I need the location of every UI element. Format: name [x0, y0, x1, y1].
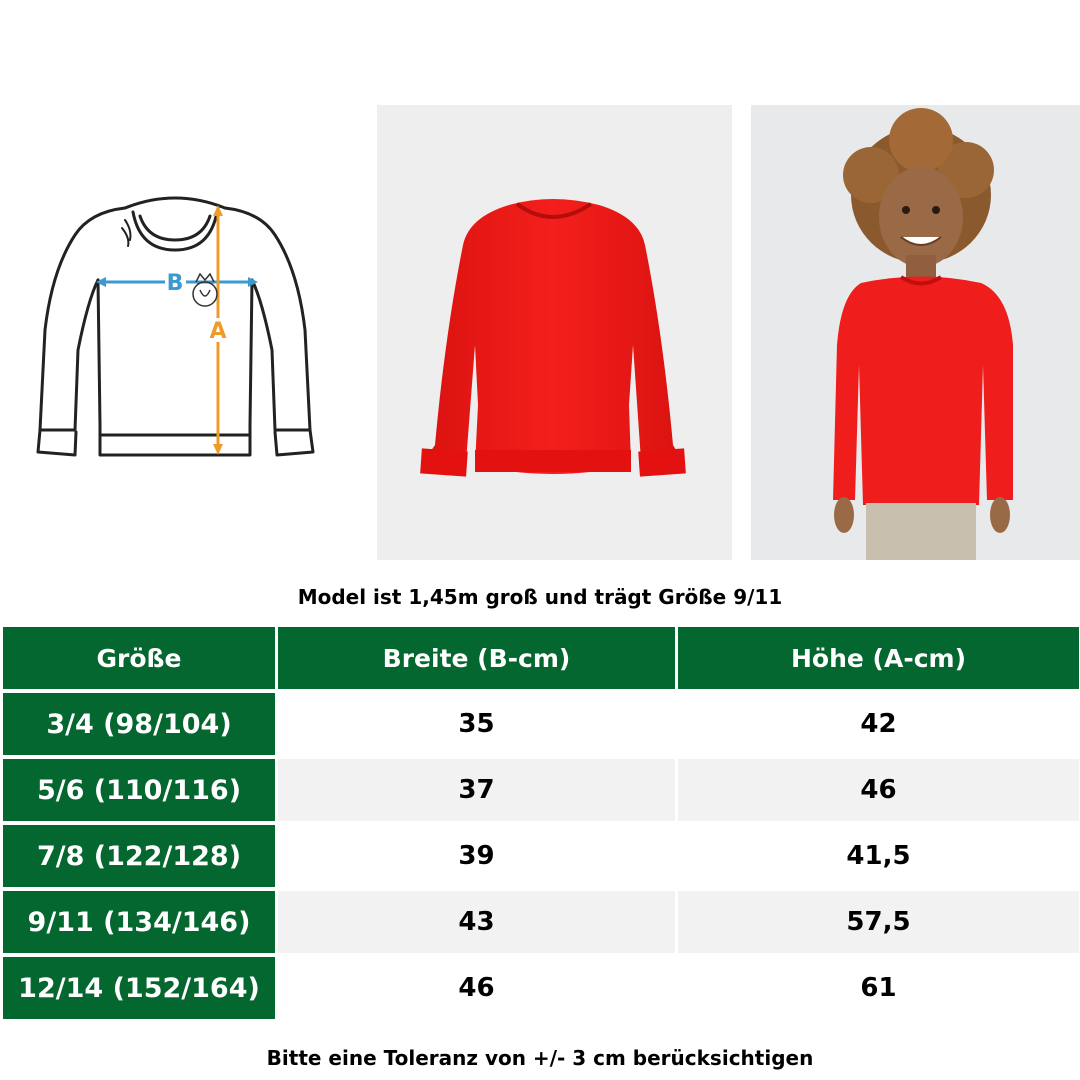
width-cell: 46: [278, 957, 678, 1023]
size-table: [3, 627, 1079, 1023]
table-row: [3, 759, 1079, 825]
size-cell: 9/11 (134/146): [3, 891, 278, 957]
height-cell: 41,5: [678, 825, 1079, 891]
measurement-diagram: [30, 190, 325, 470]
tolerance-note: Bitte eine Toleranz von +/- 3 cm berücksichtigen: [266, 1046, 814, 1070]
height-cell: 57,5: [678, 891, 1079, 957]
table-row: [3, 825, 1079, 891]
size-cell: 5/6 (110/116): [3, 759, 278, 825]
size-cell: 12/14 (152/164): [3, 957, 278, 1023]
size-cell: 3/4 (98/104): [3, 693, 278, 759]
height-cell: 46: [678, 759, 1079, 825]
header-size: Größe: [3, 627, 278, 693]
size-cell: 7/8 (122/128): [3, 825, 278, 891]
table-row: [3, 693, 1079, 759]
width-cell: 39: [278, 825, 678, 891]
width-cell: 37: [278, 759, 678, 825]
diagram-label-b: B: [166, 271, 184, 296]
table-row: [3, 891, 1079, 957]
width-cell: 35: [278, 693, 678, 759]
child-model-image: [751, 105, 1080, 560]
sweatshirt-outline-icon: [30, 190, 325, 470]
height-cell: 42: [678, 693, 1079, 759]
header-width: Breite (B-cm): [278, 627, 678, 693]
table-row: [3, 957, 1079, 1023]
table-header-row: [3, 627, 1079, 693]
product-photo-model: [751, 105, 1080, 560]
product-photo-flat: [377, 105, 732, 560]
height-cell: 61: [678, 957, 1079, 1023]
diagram-label-a: A: [209, 319, 227, 344]
header-height: Höhe (A-cm): [678, 627, 1079, 693]
red-sweatshirt-flat-image: [377, 105, 732, 560]
model-info-caption: Model ist 1,45m groß und trägt Größe 9/11: [297, 585, 783, 609]
width-cell: 43: [278, 891, 678, 957]
logo-icon: [193, 274, 217, 306]
